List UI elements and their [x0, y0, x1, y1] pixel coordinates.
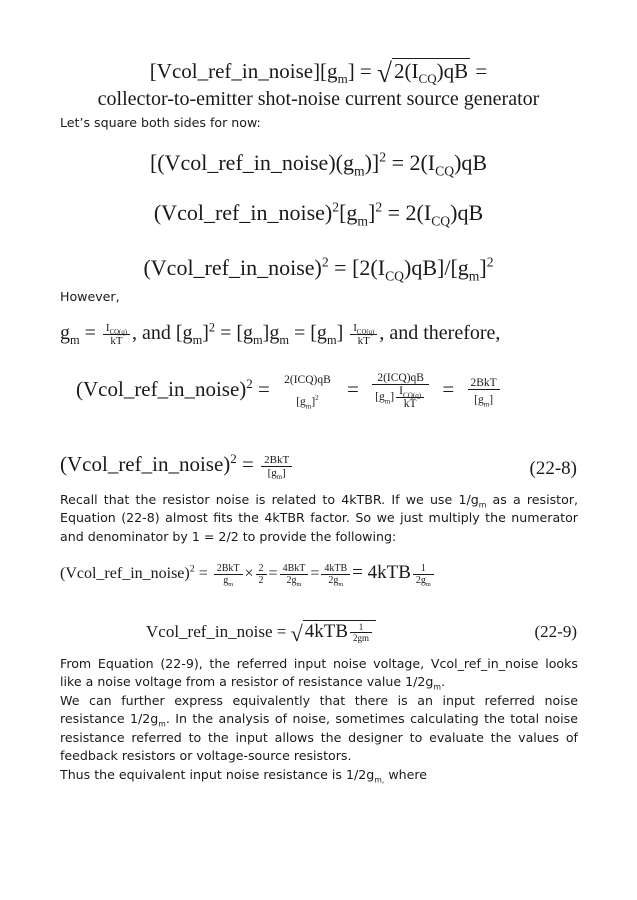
eq-text: (Vcol_ref_in_noise): [76, 376, 247, 401]
eq-text: ]: [202, 322, 209, 345]
eq-label: (22-9): [534, 622, 577, 641]
eq-text: = 4kTB: [352, 562, 411, 583]
fraction-2bkt-gm: [468, 377, 500, 406]
eq-text: g: [60, 322, 70, 345]
eq-num: 2BkT: [470, 376, 497, 389]
sqrt-symbol: √ 4kTB $\frac{1}{2gm}$: [291, 620, 376, 647]
equation-squared-both-sides: [0, 149, 637, 179]
eq-text: )qB: [450, 200, 484, 225]
equation-solved-noise: [0, 254, 637, 284]
eq-text: Vcol_ref_in_noise =: [146, 622, 291, 641]
fraction-1-2gm: [350, 622, 372, 643]
eq-sub: CQ: [418, 71, 437, 87]
eq-den: kT: [396, 397, 424, 410]
eq-text: ]: [368, 200, 376, 225]
eq-text: [g: [474, 393, 484, 406]
equation-22-9: [146, 620, 376, 647]
eq-sub: m: [384, 397, 391, 406]
eq-text: = 2(I: [382, 200, 432, 225]
fraction-4bkt-2gm: [280, 563, 309, 586]
eq-sup: 2: [379, 149, 387, 165]
eq-text: = [g: [215, 322, 254, 345]
eq-text: ] =: [347, 59, 378, 83]
eq-text: ]: [390, 391, 395, 404]
eq-text: I: [105, 322, 110, 334]
paragraph-text: . In the analysis of noise, sometimes calculating the total noise resistance referred to the input allows the designer to evaluate the values of feedback resistors or voltage-source resistors.: [60, 711, 578, 764]
eq-text: 4kTB: [304, 621, 349, 642]
paragraph-resistor-noise: [60, 491, 578, 546]
eq-text: =: [347, 376, 359, 401]
paragraph-noise-resistance: [60, 692, 578, 766]
eq-num: 4kTB: [324, 562, 348, 574]
eq-text: ]: [336, 322, 344, 345]
eq-sup: 2: [230, 451, 237, 466]
fraction-2icqqb-gm2: [281, 374, 334, 411]
eq-sub: m: [296, 580, 302, 588]
paragraph-sub: m: [478, 500, 487, 510]
eq-sub: m: [353, 163, 365, 179]
eq-label: (22-8): [529, 458, 577, 479]
equation-shot-noise-sqrt: [0, 58, 637, 89]
eq-text: 2(I: [394, 59, 419, 83]
paragraph-equivalent-resistance: [60, 766, 578, 784]
shot-noise-generator-line: [0, 88, 637, 111]
eq-text: 2g: [328, 574, 339, 586]
eq-num: 2BkT: [216, 562, 240, 574]
eq-num: 2(ICQ)qB: [284, 374, 331, 386]
heading-text: collector-to-emitter shot-noise current source generator: [97, 88, 540, 110]
eq-num: 4BkT: [282, 562, 306, 574]
eq-den: 2: [256, 574, 267, 586]
eq-den: kT: [350, 334, 377, 347]
eq-text: =: [236, 452, 254, 476]
eq-text: [g: [339, 200, 358, 225]
eq-sub: m: [279, 333, 289, 348]
eq-text: (Vcol_ref_in_noise): [153, 200, 333, 225]
eq-text: )]: [364, 150, 380, 175]
paragraph-sub: m,: [374, 775, 385, 785]
eq-sup: 2: [375, 199, 383, 215]
eq-sub: CQ(q): [109, 329, 128, 337]
eq-sub: m: [276, 473, 283, 481]
fraction-2-2: [256, 563, 267, 586]
eq-num: 2: [258, 562, 264, 574]
paragraph-text: We can further express equivalently that there is an input referred noise resistance 1/2g: [60, 693, 578, 727]
fraction-1-2gm: [413, 563, 434, 586]
fraction-2bkt-gm: [214, 563, 243, 586]
paragraph-text: However,: [60, 289, 120, 304]
eq-sup: 2: [332, 199, 340, 215]
eq-text: g: [223, 574, 229, 586]
equation-expanded-square: [0, 199, 637, 229]
eq-sub: m: [425, 580, 431, 588]
eq-text: [g: [375, 391, 385, 404]
equation-gm-definition: [60, 322, 500, 347]
eq-sup: 2: [189, 563, 195, 575]
eq-sub: m: [338, 580, 344, 588]
eq-text: , and [g: [132, 322, 193, 345]
paragraph-however: [60, 288, 578, 306]
paragraph-referred-input-noise: [60, 655, 578, 692]
eq-text: , and therefore,: [379, 322, 501, 345]
eq-num: 2BkT: [264, 453, 290, 466]
paragraph-text: From Equation (22-9), the referred input noise voltage, Vcol_ref_in_noise looks like a noise voltage from a resistor of resistance value 1/2g: [60, 656, 578, 690]
paragraph-text: .: [441, 674, 446, 690]
eq-sub: m: [305, 402, 312, 411]
eq-den: 2gm: [350, 632, 372, 643]
eq-sub: CQ(q): [356, 329, 375, 337]
eq-den: kT: [103, 334, 130, 347]
eq-text: )qB: [436, 59, 469, 83]
eq-sup: 2: [208, 320, 216, 335]
paragraph-text: Recall that the resistor noise is related to 4kTBR. If we use 1/g: [60, 492, 479, 507]
eq-text: [g: [267, 466, 277, 479]
eq-text: = [2(I: [328, 255, 386, 280]
eq-sub: m: [326, 333, 337, 348]
paragraph-text: Let’s square both sides for now:: [60, 115, 261, 130]
eq-sub: m: [483, 399, 490, 408]
eq-num: 2(ICQ)qB: [377, 372, 424, 384]
eq-text: 2g: [415, 574, 426, 586]
eq-text: ]: [479, 255, 487, 280]
fraction-icq-kt-inner: [396, 385, 424, 410]
eq-text: =: [310, 565, 320, 582]
eq-sub: m: [357, 213, 368, 229]
eq-text: =: [252, 376, 270, 401]
eq-text: (Vcol_ref_in_noise): [60, 452, 231, 476]
equation-number-22-9: [535, 622, 577, 642]
fraction-4ktb-2gm: [321, 563, 350, 586]
equation-22-8: [60, 452, 294, 479]
eq-sup: 2: [315, 394, 319, 403]
eq-sub: m: [192, 333, 203, 348]
eq-sub: m: [468, 268, 480, 284]
fraction-icq-kt: [103, 322, 130, 347]
eq-sub: m: [70, 333, 80, 348]
eq-sub: CQ: [435, 163, 455, 179]
eq-text: ]: [282, 466, 286, 479]
sqrt-symbol: $√2(I_{CQ})qB$: [377, 58, 469, 88]
eq-text: ]: [311, 396, 316, 408]
eq-text: = [g: [288, 322, 327, 345]
eq-text: )qB: [454, 150, 488, 175]
eq-sub: CQ: [431, 213, 451, 229]
eq-sub: m: [337, 71, 348, 87]
eq-num: 1: [358, 622, 364, 633]
eq-text: 2g: [286, 574, 297, 586]
fraction-2bkt-gm: [261, 454, 292, 479]
equation-noise-fractions: [76, 372, 502, 410]
eq-text: I: [353, 322, 357, 334]
eq-text: ]g: [262, 322, 280, 345]
eq-sub: m: [253, 333, 263, 348]
eq-text: (Vcol_ref_in_noise): [60, 565, 190, 582]
fraction-icq-kt-2: [350, 322, 377, 347]
eq-sup: 2: [486, 254, 494, 270]
paragraph-sub: m: [158, 719, 166, 729]
eq-text: = 2(I: [386, 150, 436, 175]
fraction-2icqqb-nested: [372, 372, 429, 410]
paragraph-sub: m: [433, 682, 441, 692]
eq-text: =: [470, 59, 488, 83]
eq-sub: m: [228, 580, 234, 588]
eq-text: [g: [296, 396, 306, 408]
paragraph-text: where: [384, 767, 428, 782]
eq-sup: 2: [321, 254, 329, 270]
paragraph-square: [60, 114, 578, 132]
eq-text: =: [442, 376, 455, 401]
eq-text: =: [194, 565, 208, 582]
eq-sup: 2: [246, 375, 253, 391]
eq-text: =: [79, 322, 96, 345]
equation-number-22-8: [530, 458, 577, 480]
eq-text: (Vcol_ref_in_noise): [143, 255, 322, 280]
eq-num: 1: [420, 562, 426, 574]
eq-sub: CQ(q): [402, 391, 422, 400]
eq-text: ]: [489, 393, 494, 406]
eq-text: =: [268, 565, 278, 582]
eq-sub: CQ: [385, 268, 404, 284]
eq-text: ×: [244, 565, 254, 582]
eq-text: )qB]/[g: [404, 255, 469, 280]
eq-text: [(Vcol_ref_in_noise)(g: [149, 150, 354, 175]
paragraph-text: as a resistor, Equation (22-8) almost fits the 4kTBR factor. So we just multiply the numerator and denominator by 1 = 2/2 to provide the following:: [60, 492, 578, 544]
eq-text: [Vcol_ref_in_noise][g: [149, 59, 338, 83]
equation-4ktb-derivation: [60, 562, 436, 586]
paragraph-text: Thus the equivalent input noise resistance is 1/2g: [60, 767, 375, 782]
eq-text: I: [399, 385, 403, 397]
